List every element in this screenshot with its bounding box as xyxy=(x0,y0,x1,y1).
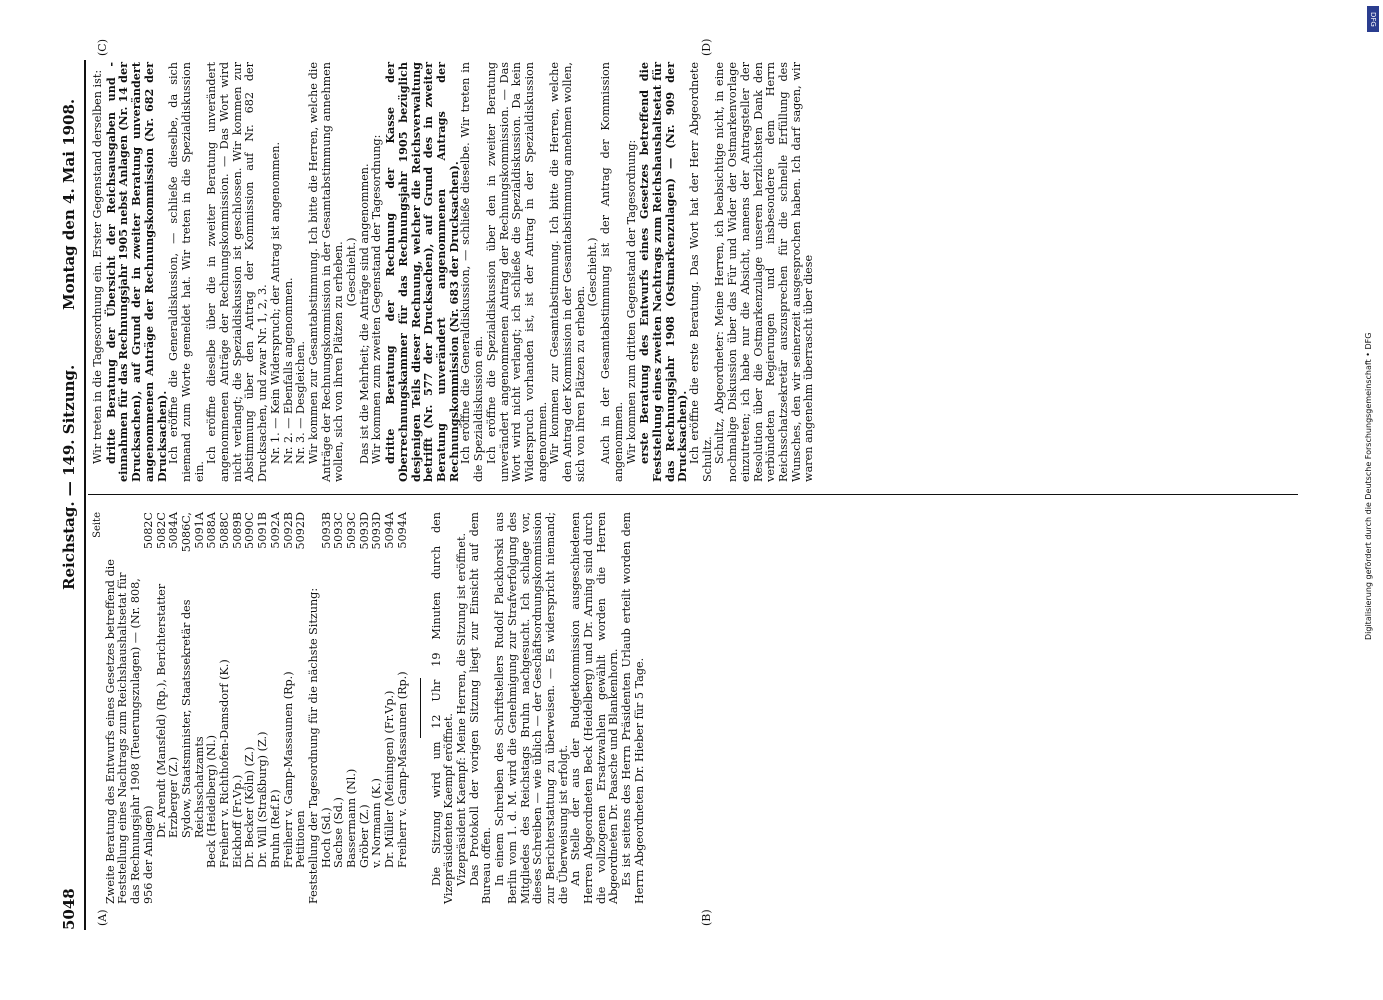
paragraph: Wir kommen zur Gesamtabstimmung. Ich bitte die Herren, welche die Anträge der Rechnungskommission in der Gesamtabstimmung annehmen wollen, sich von ihren Plätzen zu erheben. xyxy=(306,62,346,482)
separator xyxy=(420,678,421,738)
dfg-logo: DFG xyxy=(1367,6,1379,32)
toc-item-name: Freiherr v. Gamp-Massaunen (Rp.) xyxy=(281,671,295,868)
toc-item-page: 5089B xyxy=(230,512,244,549)
toc-list-2 xyxy=(321,512,410,904)
toc-item-name: Bruhn (Ref.P.) xyxy=(268,789,282,868)
toc-item xyxy=(346,512,359,904)
paragraph: Nr. 2. — Ebenfalls angenommen. xyxy=(281,277,295,464)
toc-intro-text: Zweite Beratung des Entwurfs eines Gesetzes betreffend die Feststellung eines Nachtrags zum Reichshaushaltsetat für das Rechnungsjahr 1908 (Teuerungszulagen) — (Nr. 808, 956 der Anlagen) xyxy=(103,559,155,904)
toc-item-name: Petitionen xyxy=(294,810,308,868)
margin-mark-d: (D) xyxy=(700,38,713,56)
paragraph: An Stelle der aus der Budgetkommission ausgeschiedenen Herren Abgeordneten Beck (Heidelberg) und Dr. Arning sind durch die vollzogenen Ersatzwahlen gewählt worden die Herren Abgeordneten Dr. Paasche und Blankenhorn. xyxy=(569,512,621,904)
toc-item-page: 5091B xyxy=(256,512,270,549)
agenda-item: dritte Beratung der Rechnung der Kasse der Oberrechnungskammer für das Rechnungsjahr 1905 bezüglich desjenigen Teils dieser Rechnung, welcher die Reichsverwaltung betrifft (Nr. 577 der Drucksachen), auf Grund des in zweiter Beratung unverändert angenommenen Antrags der Rechnungskommission (Nr. 683 der Drucksachen). xyxy=(383,62,461,482)
toc-item-name: Gröber (Z.) xyxy=(357,804,371,868)
paragraph: Wir kommen zum zweiten Gegenstand der Tagesordnung: xyxy=(370,134,384,464)
toc-item-page: 5093B xyxy=(319,512,333,549)
toc-item-name: Eickhoff (Fr.Vp.) xyxy=(230,774,244,868)
toc-item-name: Dr. Müller (Meiningen) (Fr.Vp.) xyxy=(383,690,397,868)
stage-direction: (Geschieht.) xyxy=(586,237,600,307)
page-number: 5048 xyxy=(60,888,78,930)
margin-mark-b: (B) xyxy=(700,909,713,926)
toc-item-page: 5093D xyxy=(370,512,384,550)
toc-item-page: 5093C xyxy=(332,512,346,550)
page-header xyxy=(60,60,82,930)
toc-item-page: 5088A xyxy=(205,512,219,549)
toc-item xyxy=(270,512,283,904)
paragraph: Das ist die Mehrheit; die Anträge sind angenommen. xyxy=(357,163,371,464)
column-divider xyxy=(88,494,1298,495)
paragraph: Vizepräsident Kaempf: Meine Herren, die Sitzung ist eröffnet. xyxy=(454,532,468,886)
toc-item xyxy=(219,512,232,904)
toc-item-page: 5082C xyxy=(154,512,168,550)
toc-item-name: Sachse (Sd.) xyxy=(332,797,346,868)
agenda-item: dritte Beratung der Übersicht der Reichsausgaben und -einnahmen für das Rechnungsjahr 1905 nebst Anlagen (Nr. 14 der Drucksachen), auf Grund der in zweiter Beratung unverändert angenommenen Anträge der Rechnungskommission (Nr. 682 der Drucksachen). xyxy=(103,62,169,482)
toc-item xyxy=(384,512,397,904)
toc-list xyxy=(156,512,296,904)
left-column xyxy=(92,512,647,904)
toc-festst: Feststellung der Tagesordnung für die nächste Sitzung: xyxy=(306,587,320,904)
toc-item-page: 5094A xyxy=(383,512,397,549)
toc-item-page: 5092A xyxy=(268,512,282,549)
toc-item-page: 5088C xyxy=(218,512,232,550)
header-rule xyxy=(84,60,86,930)
paragraph: Das Protokoll der vorigen Sitzung liegt zur Einsicht auf dem Bureau offen. xyxy=(467,512,494,904)
paragraph: In einem Schreiben des Schriftstellers Rudolf Plackhorski aus Berlin vom 1. d. M. wird die Genehmigung zur Strafverfolgung des Mitgliedes des Reichstags Bruhn nachgesucht. Ich schlage vor, dieses Schreiben — wie üblich — der Geschäftsordnungskommission zur Berichterstattung zu überweisen. — Es widerspricht niemand; die Überweisung ist erfolgt. xyxy=(493,512,570,904)
paragraph: Nr. 1. — Kein Widerspruch; der Antrag ist angenommen. xyxy=(268,141,282,464)
stage-direction: (Geschieht.) xyxy=(345,237,359,307)
toc-item xyxy=(156,512,169,904)
paragraph: Auch in der Gesamtabstimmung ist der Antrag der Kommission angenommen. xyxy=(599,62,625,482)
paragraph: Ich eröffne die Generaldiskussion, — schließe dieselbe. Wir treten in die Spezialdiskussion ein. xyxy=(459,62,486,482)
paragraph: Ich eröffne dieselbe über die in zweiter Beratung unverändert angenommenen Anträge der Rechnungskommission. — Das Wort wird nicht verlangt; die Spezialdiskussion ist geschlossen. Wir kommen zur Abstimmung über den Antrag der Kommission auf Nr. 682 der Drucksachen, und zwar Nr. 1, 2, 3. xyxy=(205,62,270,482)
paragraph: Schultz, Abgeordneter: Meine Herren, ich beabsichtige nicht, in eine nochmalige Diskussion über das Für und Wider der Ostmarkenvorlage einzutreten; ich habe nur die Absicht, namens der Antragsteller der Resolution über die Ostmarkenzulage unseren herzlichsten Dank den verbündeten Regierungen und insbesondere dem Herrn Reichsschatzsekretär auszusprechen für die schnelle Erfüllung des Wunsches, den wir seinerzeit ausgesprochen haben. Ich darf sagen, wir waren angenehm überrascht über diese xyxy=(713,62,816,482)
paragraph: Wir kommen zur Gesamtabstimmung. Ich bitte die Herren, welche den Antrag der Kommission in der Gesamtabstimmung annehmen wollen, sich von ihren Plätzen zu erheben. xyxy=(548,62,587,482)
toc-item-page: 5094A xyxy=(395,512,409,549)
toc-intro-page: 5082C xyxy=(141,512,155,550)
paragraph: Wir kommen zum dritten Gegenstand der Tagesordnung: xyxy=(624,139,638,464)
toc-item-page: 5092B xyxy=(281,512,295,549)
toc-item-name: Freiherr v. Richthofen-Damsdorf (K.) xyxy=(218,659,232,868)
opening-text: Die Sitzung wird um 12 Uhr 19 Minuten durch den Vizepräsidenten Kaempf eröffnet. xyxy=(429,512,456,904)
seite-label: Seite xyxy=(92,512,103,538)
agenda-item: erste Beratung des Entwurfs eines Gesetzes betreffend die Feststellung eines zweiten Nachtrags zum Reichshaushaltsetat für das Rechnungsjahr 1908 (Ostmarkenzulagen) — (Nr. 909 der Drucksachen). xyxy=(637,62,690,482)
toc-item-page: 5093D xyxy=(357,512,371,550)
paragraph: Ich eröffne die Generaldiskussion, — schließe dieselbe, da sich niemand zum Worte gemeldet hat. Wir treten in die Spezialdiskussion ein. xyxy=(167,62,206,482)
margin-mark-a: (A) xyxy=(96,909,109,926)
toc-item-name: Hoch (Sd.) xyxy=(319,807,333,868)
toc-item-name: Dr. Arendt (Mansfeld) (Rp.), Berichterstatter xyxy=(154,583,168,838)
toc-item-page: 5092D xyxy=(294,512,308,550)
toc-item-name: Beck (Heidelberg) (Nl.) xyxy=(205,735,219,868)
side-note-text: Digitalisierung gefördert durch die Deutsche Forschungsgemeinschaft • DFG xyxy=(1364,332,1373,640)
toc-item-name: Erzberger (Z.) xyxy=(167,756,181,838)
toc-item-name: Dr. Becker (Köln) (Z.) xyxy=(243,746,257,868)
paragraph: Nr. 3. — Desgleichen. xyxy=(294,340,308,464)
toc-item-page: 5086C, 5091A xyxy=(179,512,206,553)
side-note xyxy=(1364,0,1382,1000)
paragraph: Wir treten in die Tagesordnung ein. Erster Gegenstand derselben ist: xyxy=(91,69,104,464)
paragraph: Ich eröffne die Spezialdiskussion über den in zweiter Beratung unverändert angenommenen Antrag der Rechnungskommission. — Das Wort wird nicht verlangt; ich schließe die Spezialdiskussion. Da kein Widerspruch vorhanden ist, ist der Antrag in der Spezialdiskussion angenommen. xyxy=(484,62,549,482)
toc-item-name: Freiherr v. Gamp-Massaunen (Rp.) xyxy=(395,671,409,868)
toc-item-name: v. Normann (K.) xyxy=(370,778,384,868)
paragraph: Es ist seitens des Herrn Präsidenten Urlaub erteilt worden dem Herrn Abgeordneten Dr. Hieber für 5 Tage. xyxy=(620,512,646,904)
toc-item-page: 5090C xyxy=(243,512,257,550)
header-title: Reichstag. — 149. Sitzung. xyxy=(60,364,78,590)
paragraph: Ich eröffne die erste Beratung. Das Wort hat der Herr Abgeordnete Schultz. xyxy=(688,62,714,482)
toc-item-page: 5084A xyxy=(167,512,181,549)
header-date: Montag den 4. Mai 1908. xyxy=(60,98,78,310)
toc-item xyxy=(397,512,410,904)
right-column xyxy=(92,62,816,482)
toc-item-name: Sydow, Staatsminister, Staatssekretär des Reichsschatzamts xyxy=(179,599,206,838)
margin-mark-c: (C) xyxy=(96,39,109,56)
toc-item-name: Bassermann (Nl.) xyxy=(345,768,359,868)
toc-item xyxy=(181,512,206,904)
toc-item xyxy=(257,512,270,904)
toc-intro xyxy=(105,512,156,904)
toc-item-name: Dr. Will (Straßburg) (Z.) xyxy=(256,731,270,868)
toc-item-page: 5093C xyxy=(345,512,359,550)
